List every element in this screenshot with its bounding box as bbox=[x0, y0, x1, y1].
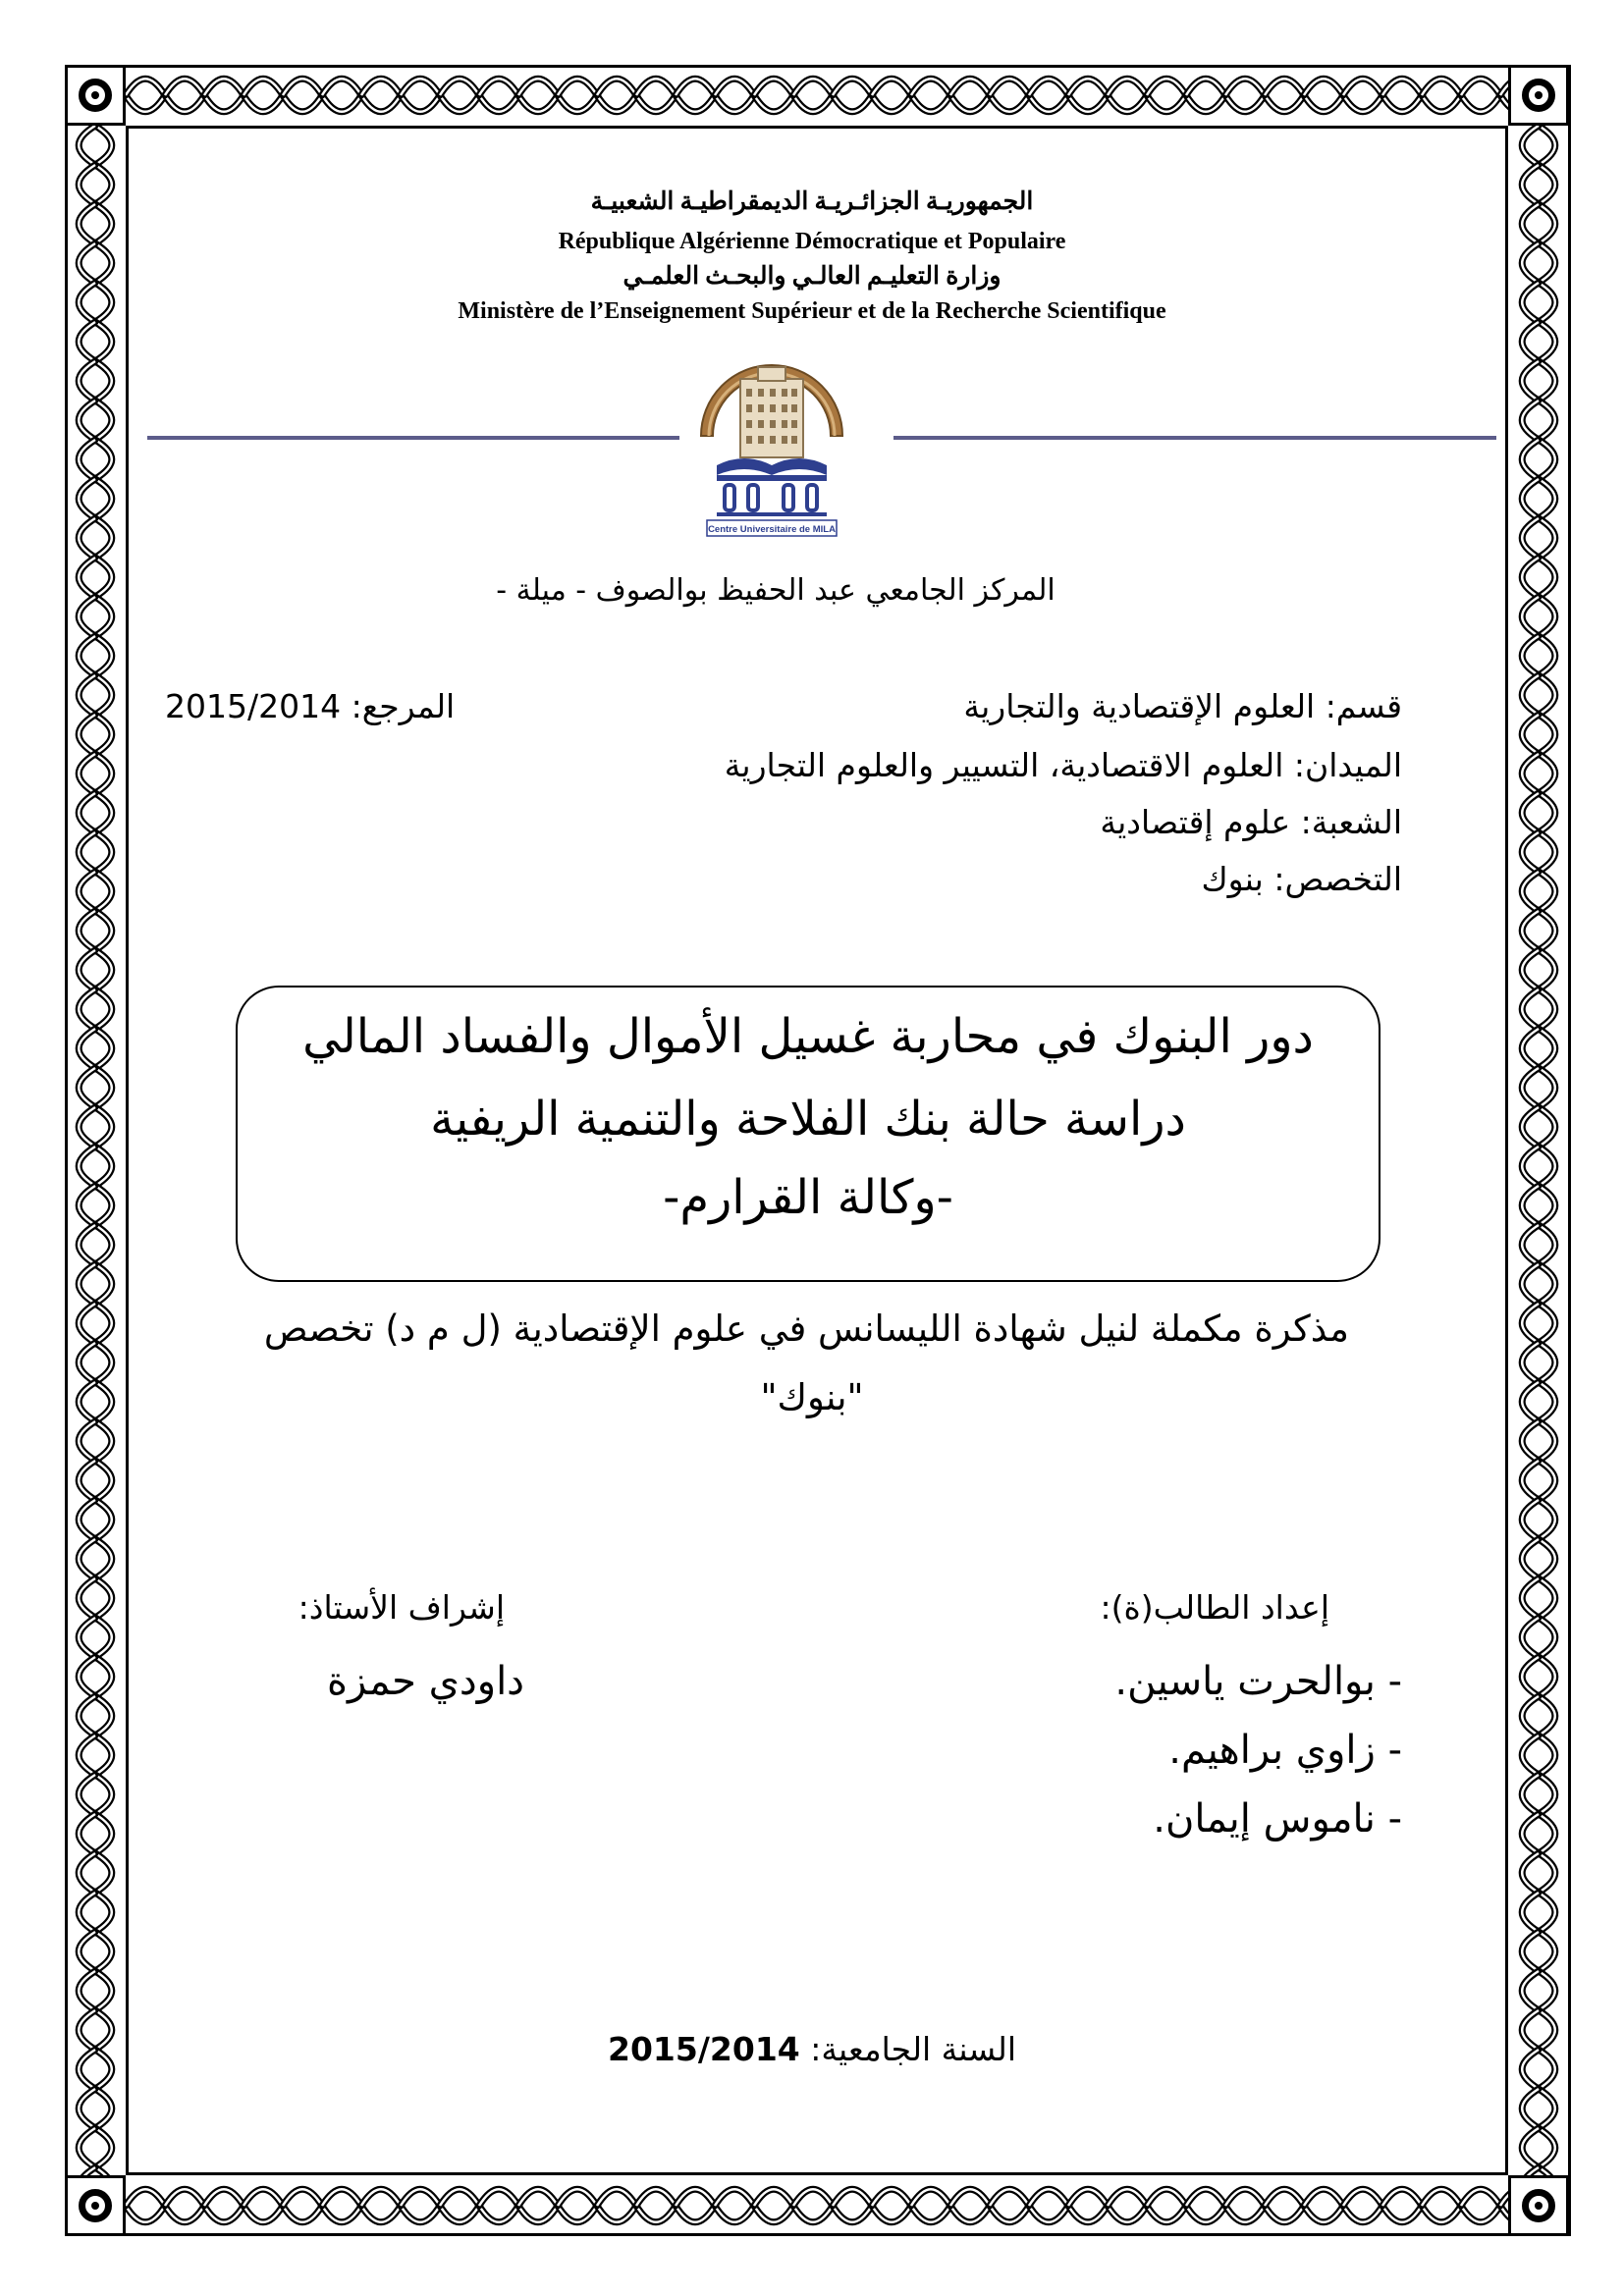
thesis-purpose-line-2: "بنوك" bbox=[760, 1376, 864, 1418]
corner-ornament-icon bbox=[1508, 65, 1569, 126]
thesis-title-line-1: دور البنوك في محاربة غسيل الأموال والفساد المالي bbox=[302, 1009, 1314, 1064]
reference-label: المرجع: bbox=[351, 687, 456, 725]
border-rope-top bbox=[126, 65, 1508, 126]
reference-value: 2015/2014 bbox=[165, 687, 342, 725]
ministry-name-arabic: وزارة التعليـم العالـي والبحـث العلمـي bbox=[623, 263, 1001, 290]
academic-year-value: 2015/2014 bbox=[608, 2030, 800, 2068]
specialty-line: التخصص: بنوك bbox=[1201, 860, 1402, 898]
university-building-logo bbox=[687, 349, 856, 540]
republic-name-french: République Algérienne Démocratique et Populaire bbox=[558, 229, 1066, 254]
student-name: - بوالحرت ياسين. bbox=[1114, 1659, 1402, 1704]
header-rule-left bbox=[147, 436, 679, 440]
field-line: الميدان: العلوم الاقتصادية، التسيير والعلوم التجارية bbox=[724, 746, 1402, 784]
logo-caption: Centre Universitaire de MILA bbox=[708, 524, 836, 535]
student-name: - ناموس إيمان. bbox=[1153, 1796, 1402, 1842]
students-label: إعداد الطالب(ة): bbox=[1100, 1588, 1329, 1627]
academic-year-row bbox=[0, 2030, 1624, 2068]
reference-row bbox=[165, 687, 455, 725]
corner-ornament-icon bbox=[65, 65, 126, 126]
department-line: قسم: العلوم الإقتصادية والتجارية bbox=[963, 687, 1402, 725]
supervisor-name: داودي حمزة bbox=[327, 1659, 524, 1704]
border-rope-bottom bbox=[126, 2175, 1508, 2236]
thesis-title-line-2: دراسة حالة بنك الفلاحة والتنمية الريفية bbox=[430, 1092, 1186, 1147]
thesis-title-box bbox=[236, 986, 1380, 1282]
corner-ornament-icon bbox=[65, 2175, 126, 2236]
ministry-name-french: Ministère de l’Enseignement Supérieur et de la Recherche Scientifique bbox=[458, 298, 1166, 324]
institution-name: المركز الجامعي عبد الحفيظ بوالصوف - ميلة - bbox=[496, 573, 1056, 608]
branch-line: الشعبة: علوم إقتصادية bbox=[1100, 803, 1402, 841]
academic-year-label: السنة الجامعية: bbox=[810, 2030, 1016, 2068]
header-rule-right bbox=[893, 436, 1496, 440]
student-name: - زاوي براهيم. bbox=[1168, 1728, 1402, 1773]
border-rope-left bbox=[65, 126, 126, 2175]
thesis-purpose-line-1: مذكرة مكملة لنيل شهادة الليسانس في علوم الإقتصادية (ل م د) تخصص bbox=[263, 1308, 1349, 1350]
supervisor-label: إشراف الأستاذ: bbox=[298, 1588, 505, 1627]
thesis-title-line-3: -وكالة القرارم- bbox=[663, 1170, 953, 1225]
border-rope-right bbox=[1508, 126, 1569, 2175]
republic-name-arabic: الجمهوريـة الجزائـريـة الديمقراطيـة الشعبيـة bbox=[590, 188, 1034, 215]
corner-ornament-icon bbox=[1508, 2175, 1569, 2236]
